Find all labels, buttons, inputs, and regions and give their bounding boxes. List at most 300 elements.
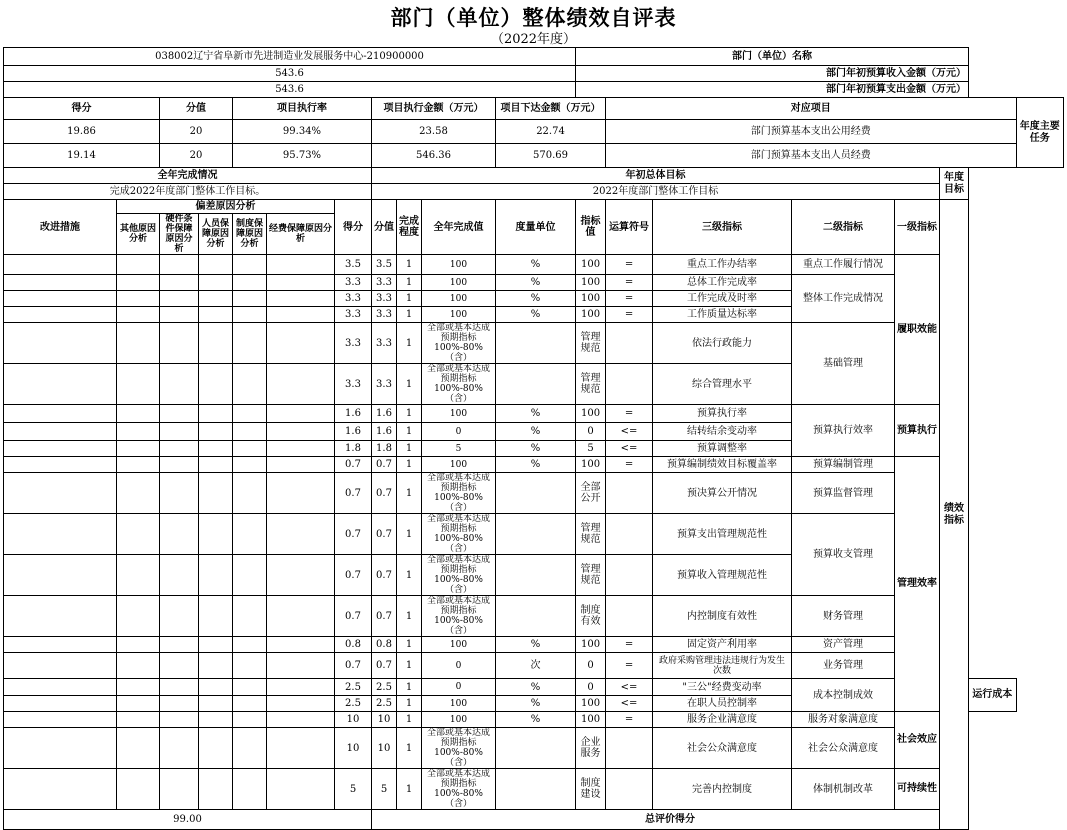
reason-cell bbox=[199, 596, 233, 637]
reason-cell bbox=[199, 679, 233, 696]
improve-cell bbox=[4, 769, 117, 810]
task-points: 20 bbox=[160, 120, 233, 144]
row-points: 3.3 bbox=[372, 323, 397, 364]
reason-cell bbox=[267, 637, 335, 653]
row-l3: 总体工作完成率 bbox=[653, 275, 792, 291]
row-l3: 预算支出管理规范性 bbox=[653, 514, 792, 555]
row-degree: 1 bbox=[397, 275, 422, 291]
reason-cell bbox=[117, 769, 160, 810]
row-op: <= bbox=[606, 441, 653, 457]
row-op: = bbox=[606, 637, 653, 653]
task-amount: 570.69 bbox=[496, 144, 606, 168]
reason-cell bbox=[233, 323, 267, 364]
row-op: = bbox=[606, 255, 653, 275]
page-title: 部门（单位）整体绩效自评表 bbox=[390, 5, 677, 30]
row-points: 1.6 bbox=[372, 405, 397, 423]
reason-cell bbox=[199, 653, 233, 679]
col-points: 分值 bbox=[372, 200, 397, 255]
row-target: 0 bbox=[576, 423, 606, 441]
l1-group: 管理效率 bbox=[895, 457, 940, 712]
row-actual: 全部或基本达成预期指标100%-80%（含） bbox=[422, 473, 496, 514]
improve-cell bbox=[4, 255, 117, 275]
row-target: 0 bbox=[576, 653, 606, 679]
row-target: 0 bbox=[576, 679, 606, 696]
col-degree: 完成程度 bbox=[397, 200, 422, 255]
row-l3: 综合管理水平 bbox=[653, 364, 792, 405]
reason-cell bbox=[199, 473, 233, 514]
row-degree: 1 bbox=[397, 653, 422, 679]
l2-group: 体制机制改革 bbox=[792, 769, 895, 810]
row-l3: 完善内控制度 bbox=[653, 769, 792, 810]
reason-cell bbox=[233, 679, 267, 696]
col-op: 运算符号 bbox=[606, 200, 653, 255]
reason-cell bbox=[233, 637, 267, 653]
row-points: 2.5 bbox=[372, 696, 397, 712]
row-l3: 在职人员控制率 bbox=[653, 696, 792, 712]
row-target: 100 bbox=[576, 307, 606, 323]
col-task-project: 对应项目 bbox=[606, 98, 1017, 120]
row-score: 3.3 bbox=[335, 364, 372, 405]
row-target: 100 bbox=[576, 275, 606, 291]
row-points: 3.3 bbox=[372, 364, 397, 405]
col-reason-staff: 人员保障原因分析 bbox=[199, 214, 233, 255]
row-op bbox=[606, 728, 653, 769]
reason-cell bbox=[199, 423, 233, 441]
improve-cell bbox=[4, 555, 117, 596]
row-degree: 1 bbox=[397, 364, 422, 405]
task-points: 20 bbox=[160, 144, 233, 168]
row-op bbox=[606, 596, 653, 637]
row-l3: 服务企业满意度 bbox=[653, 712, 792, 728]
improve-cell bbox=[4, 405, 117, 423]
row-score: 1.8 bbox=[335, 441, 372, 457]
row-score: 3.5 bbox=[335, 255, 372, 275]
improve-cell bbox=[4, 323, 117, 364]
l1-group: 社会效应 bbox=[895, 712, 940, 769]
row-l3: 依法行政能力 bbox=[653, 323, 792, 364]
row-score: 0.8 bbox=[335, 637, 372, 653]
row-degree: 1 bbox=[397, 307, 422, 323]
row-l3: "三公"经费变动率 bbox=[653, 679, 792, 696]
reason-cell bbox=[160, 423, 199, 441]
improve-cell bbox=[4, 514, 117, 555]
row-op bbox=[606, 555, 653, 596]
row-unit: 次 bbox=[496, 653, 576, 679]
reason-cell bbox=[267, 596, 335, 637]
row-points: 3.3 bbox=[372, 307, 397, 323]
task-executed: 546.36 bbox=[372, 144, 496, 168]
row-points: 0.7 bbox=[372, 596, 397, 637]
reason-cell bbox=[199, 255, 233, 275]
reason-cell bbox=[199, 323, 233, 364]
row-unit: % bbox=[496, 679, 576, 696]
row-degree: 1 bbox=[397, 769, 422, 810]
row-unit: % bbox=[496, 712, 576, 728]
reason-cell bbox=[160, 307, 199, 323]
row-target: 100 bbox=[576, 637, 606, 653]
row-points: 0.7 bbox=[372, 473, 397, 514]
row-target: 管理规范 bbox=[576, 555, 606, 596]
row-score: 0.7 bbox=[335, 473, 372, 514]
reason-cell bbox=[160, 637, 199, 653]
row-l3: 工作完成及时率 bbox=[653, 291, 792, 307]
row-actual: 0 bbox=[422, 653, 496, 679]
reason-cell bbox=[267, 423, 335, 441]
row-l3: 工作质量达标率 bbox=[653, 307, 792, 323]
row-degree: 1 bbox=[397, 441, 422, 457]
performance-indicator-label: 绩效指标 bbox=[940, 200, 969, 830]
reason-cell bbox=[160, 457, 199, 473]
l2-group: 业务管理 bbox=[792, 653, 895, 679]
row-points: 10 bbox=[372, 728, 397, 769]
col-task-rate: 项目执行率 bbox=[233, 98, 372, 120]
row-score: 0.7 bbox=[335, 457, 372, 473]
col-task-executed: 项目执行金额（万元） bbox=[372, 98, 496, 120]
completion-header: 全年完成情况 bbox=[4, 168, 372, 184]
row-unit: % bbox=[496, 255, 576, 275]
row-op bbox=[606, 514, 653, 555]
reason-cell bbox=[117, 275, 160, 291]
row-target: 企业服务 bbox=[576, 728, 606, 769]
reason-cell bbox=[267, 728, 335, 769]
l2-group: 预算收支管理 bbox=[792, 514, 895, 596]
row-degree: 1 bbox=[397, 728, 422, 769]
l2-group: 财务管理 bbox=[792, 596, 895, 637]
reason-cell bbox=[160, 323, 199, 364]
reason-cell bbox=[117, 712, 160, 728]
row-actual: 全部或基本达成预期指标100%-80%（含） bbox=[422, 514, 496, 555]
reason-cell bbox=[160, 514, 199, 555]
row-actual: 全部或基本达成预期指标100%-80%（含） bbox=[422, 596, 496, 637]
reason-cell bbox=[160, 473, 199, 514]
row-degree: 1 bbox=[397, 473, 422, 514]
reason-cell bbox=[267, 441, 335, 457]
l2-group: 预算监督管理 bbox=[792, 473, 895, 514]
l2-group: 服务对象满意度 bbox=[792, 712, 895, 728]
row-op bbox=[606, 769, 653, 810]
reason-cell bbox=[160, 255, 199, 275]
row-target: 5 bbox=[576, 441, 606, 457]
reason-cell bbox=[117, 364, 160, 405]
l2-group: 预算编制管理 bbox=[792, 457, 895, 473]
reason-cell bbox=[199, 307, 233, 323]
row-actual: 100 bbox=[422, 275, 496, 291]
l2-group: 预算执行效率 bbox=[792, 405, 895, 457]
row-unit bbox=[496, 364, 576, 405]
row-points: 3.3 bbox=[372, 291, 397, 307]
reason-cell bbox=[199, 405, 233, 423]
row-target: 全部公开 bbox=[576, 473, 606, 514]
reason-cell bbox=[199, 364, 233, 405]
reason-cell bbox=[267, 364, 335, 405]
row-actual: 全部或基本达成预期指标100%-80%（含） bbox=[422, 769, 496, 810]
row-actual: 100 bbox=[422, 712, 496, 728]
reason-cell bbox=[160, 712, 199, 728]
reason-cell bbox=[199, 275, 233, 291]
row-score: 2.5 bbox=[335, 679, 372, 696]
l2-group: 社会公众满意度 bbox=[792, 728, 895, 769]
row-degree: 1 bbox=[397, 712, 422, 728]
total-score-label: 总评价得分 bbox=[372, 810, 969, 830]
col-reason-funding: 经费保障原因分析 bbox=[267, 214, 335, 255]
row-actual: 100 bbox=[422, 291, 496, 307]
row-score: 10 bbox=[335, 712, 372, 728]
reason-cell bbox=[267, 653, 335, 679]
reason-cell bbox=[160, 596, 199, 637]
row-unit bbox=[496, 769, 576, 810]
unit-name-label: 部门（单位）名称 bbox=[576, 48, 969, 66]
reason-cell bbox=[160, 555, 199, 596]
reason-cell bbox=[160, 364, 199, 405]
reason-cell bbox=[117, 679, 160, 696]
reason-cell bbox=[117, 555, 160, 596]
reason-cell bbox=[160, 405, 199, 423]
row-score: 0.7 bbox=[335, 514, 372, 555]
row-l3: 预决算公开情况 bbox=[653, 473, 792, 514]
row-target: 100 bbox=[576, 457, 606, 473]
row-score: 1.6 bbox=[335, 423, 372, 441]
row-degree: 1 bbox=[397, 696, 422, 712]
row-op bbox=[606, 364, 653, 405]
row-score: 3.3 bbox=[335, 275, 372, 291]
reason-cell bbox=[160, 275, 199, 291]
row-actual: 全部或基本达成预期指标100%-80%（含） bbox=[422, 555, 496, 596]
target-text: 2022年度部门整体工作目标 bbox=[372, 184, 940, 200]
row-actual: 100 bbox=[422, 255, 496, 275]
row-unit bbox=[496, 555, 576, 596]
row-degree: 1 bbox=[397, 679, 422, 696]
reason-cell bbox=[267, 275, 335, 291]
row-actual: 100 bbox=[422, 457, 496, 473]
row-points: 0.7 bbox=[372, 555, 397, 596]
reason-cell bbox=[233, 275, 267, 291]
row-score: 2.5 bbox=[335, 696, 372, 712]
reason-cell bbox=[233, 653, 267, 679]
row-actual: 5 bbox=[422, 441, 496, 457]
row-l3: 固定资产利用率 bbox=[653, 637, 792, 653]
row-l3: 政府采购管理违法违规行为发生次数 bbox=[653, 653, 792, 679]
reason-cell bbox=[117, 728, 160, 769]
row-actual: 0 bbox=[422, 679, 496, 696]
improve-cell bbox=[4, 307, 117, 323]
reason-cell bbox=[199, 712, 233, 728]
row-l3: 预算编制绩效目标覆盖率 bbox=[653, 457, 792, 473]
row-l3: 预算执行率 bbox=[653, 405, 792, 423]
reason-cell bbox=[233, 364, 267, 405]
unit-name-value: 038002辽宁省阜新市先进制造业发展服务中心-210900000 bbox=[4, 48, 576, 66]
col-improve: 改进措施 bbox=[4, 200, 117, 255]
row-l3: 社会公众满意度 bbox=[653, 728, 792, 769]
reason-cell bbox=[233, 255, 267, 275]
expense-value: 543.6 bbox=[4, 82, 576, 98]
reason-cell bbox=[233, 514, 267, 555]
improve-cell bbox=[4, 457, 117, 473]
reason-cell bbox=[233, 712, 267, 728]
row-actual: 100 bbox=[422, 637, 496, 653]
reason-cell bbox=[233, 728, 267, 769]
reason-cell bbox=[233, 596, 267, 637]
row-target: 100 bbox=[576, 255, 606, 275]
row-actual: 100 bbox=[422, 307, 496, 323]
row-unit: % bbox=[496, 405, 576, 423]
page-year: （2022年度） bbox=[490, 32, 577, 47]
reason-cell bbox=[267, 457, 335, 473]
row-target: 制度建设 bbox=[576, 769, 606, 810]
row-op: = bbox=[606, 653, 653, 679]
improve-cell bbox=[4, 696, 117, 712]
reason-cell bbox=[117, 441, 160, 457]
row-score: 0.7 bbox=[335, 596, 372, 637]
row-l3: 结转结余变动率 bbox=[653, 423, 792, 441]
improve-cell bbox=[4, 364, 117, 405]
row-actual: 100 bbox=[422, 696, 496, 712]
row-actual: 全部或基本达成预期指标100%-80%（含） bbox=[422, 323, 496, 364]
row-points: 2.5 bbox=[372, 679, 397, 696]
row-points: 0.8 bbox=[372, 637, 397, 653]
reason-cell bbox=[267, 307, 335, 323]
row-score: 3.3 bbox=[335, 323, 372, 364]
evaluation-table bbox=[3, 47, 1064, 830]
row-l3: 内控制度有效性 bbox=[653, 596, 792, 637]
row-op: <= bbox=[606, 423, 653, 441]
task-score: 19.14 bbox=[4, 144, 160, 168]
income-value: 543.6 bbox=[4, 66, 576, 82]
annual-task-label: 年度主要任务 bbox=[1016, 98, 1063, 168]
row-unit bbox=[496, 473, 576, 514]
reason-cell bbox=[199, 514, 233, 555]
task-rate: 99.34% bbox=[233, 120, 372, 144]
task-score: 19.86 bbox=[4, 120, 160, 144]
row-degree: 1 bbox=[397, 291, 422, 307]
row-op: = bbox=[606, 712, 653, 728]
improve-cell bbox=[4, 653, 117, 679]
row-degree: 1 bbox=[397, 323, 422, 364]
col-l2: 二级指标 bbox=[792, 200, 895, 255]
row-degree: 1 bbox=[397, 637, 422, 653]
reason-cell bbox=[233, 473, 267, 514]
row-l3: 预算调整率 bbox=[653, 441, 792, 457]
reason-cell bbox=[267, 291, 335, 307]
row-unit: % bbox=[496, 423, 576, 441]
row-actual: 0 bbox=[422, 423, 496, 441]
reason-cell bbox=[199, 728, 233, 769]
reason-cell bbox=[117, 596, 160, 637]
reason-cell bbox=[117, 457, 160, 473]
improve-cell bbox=[4, 473, 117, 514]
reason-cell bbox=[267, 473, 335, 514]
reason-cell bbox=[233, 457, 267, 473]
col-l3: 三级指标 bbox=[653, 200, 792, 255]
l2-group: 整体工作完成情况 bbox=[792, 275, 895, 323]
col-l1: 一级指标 bbox=[895, 200, 940, 255]
reason-cell bbox=[117, 637, 160, 653]
reason-cell bbox=[233, 291, 267, 307]
row-unit bbox=[496, 323, 576, 364]
col-reason-system: 制度保障原因分析 bbox=[233, 214, 267, 255]
row-actual: 100 bbox=[422, 405, 496, 423]
col-task-amount: 项目下达金额（万元） bbox=[496, 98, 606, 120]
reason-cell bbox=[233, 555, 267, 596]
row-l3: 预算收入管理规范性 bbox=[653, 555, 792, 596]
reason-cell bbox=[117, 291, 160, 307]
row-score: 5 bbox=[335, 769, 372, 810]
task-amount: 22.74 bbox=[496, 120, 606, 144]
completion-text: 完成2022年度部门整体工作目标。 bbox=[4, 184, 372, 200]
row-points: 1.6 bbox=[372, 423, 397, 441]
row-target: 管理规范 bbox=[576, 364, 606, 405]
row-points: 0.7 bbox=[372, 653, 397, 679]
improve-cell bbox=[4, 712, 117, 728]
col-task-points: 分值 bbox=[160, 98, 233, 120]
l2-group: 重点工作履行情况 bbox=[792, 255, 895, 275]
row-points: 5 bbox=[372, 769, 397, 810]
task-rate: 95.73% bbox=[233, 144, 372, 168]
row-unit bbox=[496, 514, 576, 555]
reason-cell bbox=[233, 423, 267, 441]
reason-cell bbox=[233, 441, 267, 457]
row-unit: % bbox=[496, 275, 576, 291]
l1-group: 预算执行 bbox=[895, 405, 940, 457]
reason-cell bbox=[160, 728, 199, 769]
row-op bbox=[606, 473, 653, 514]
l2-group: 成本控制成效 bbox=[792, 679, 895, 712]
row-points: 0.7 bbox=[372, 457, 397, 473]
reason-cell bbox=[267, 255, 335, 275]
expense-label: 部门年初预算支出金额（万元） bbox=[576, 82, 969, 98]
improve-cell bbox=[4, 679, 117, 696]
row-actual: 全部或基本达成预期指标100%-80%（含） bbox=[422, 364, 496, 405]
col-deviation: 偏差原因分析 bbox=[117, 200, 335, 214]
improve-cell bbox=[4, 423, 117, 441]
reason-cell bbox=[160, 441, 199, 457]
col-unit: 度量单位 bbox=[496, 200, 576, 255]
row-unit: % bbox=[496, 457, 576, 473]
reason-cell bbox=[160, 679, 199, 696]
row-op: = bbox=[606, 291, 653, 307]
task-project: 部门预算基本支出公用经费 bbox=[606, 120, 1017, 144]
reason-cell bbox=[199, 291, 233, 307]
col-task-score: 得分 bbox=[4, 98, 160, 120]
row-target: 管理规范 bbox=[576, 323, 606, 364]
row-op: <= bbox=[606, 696, 653, 712]
row-unit: % bbox=[496, 307, 576, 323]
reason-cell bbox=[117, 255, 160, 275]
row-unit: % bbox=[496, 696, 576, 712]
task-project: 部门预算基本支出人员经费 bbox=[606, 144, 1017, 168]
row-score: 0.7 bbox=[335, 555, 372, 596]
row-score: 10 bbox=[335, 728, 372, 769]
row-score: 3.3 bbox=[335, 307, 372, 323]
row-points: 0.7 bbox=[372, 514, 397, 555]
reason-cell bbox=[199, 637, 233, 653]
reason-cell bbox=[267, 405, 335, 423]
reason-cell bbox=[267, 514, 335, 555]
improve-cell bbox=[4, 441, 117, 457]
row-degree: 1 bbox=[397, 596, 422, 637]
reason-cell bbox=[267, 323, 335, 364]
row-degree: 1 bbox=[397, 255, 422, 275]
row-target: 100 bbox=[576, 291, 606, 307]
annual-goal-label: 年度目标 bbox=[940, 168, 969, 200]
reason-cell bbox=[160, 696, 199, 712]
row-op: = bbox=[606, 307, 653, 323]
col-reason-hardware: 硬件条件保障原因分析 bbox=[160, 214, 199, 255]
improve-cell bbox=[4, 596, 117, 637]
reason-cell bbox=[117, 423, 160, 441]
improve-cell bbox=[4, 637, 117, 653]
improve-cell bbox=[4, 275, 117, 291]
row-score: 3.3 bbox=[335, 291, 372, 307]
